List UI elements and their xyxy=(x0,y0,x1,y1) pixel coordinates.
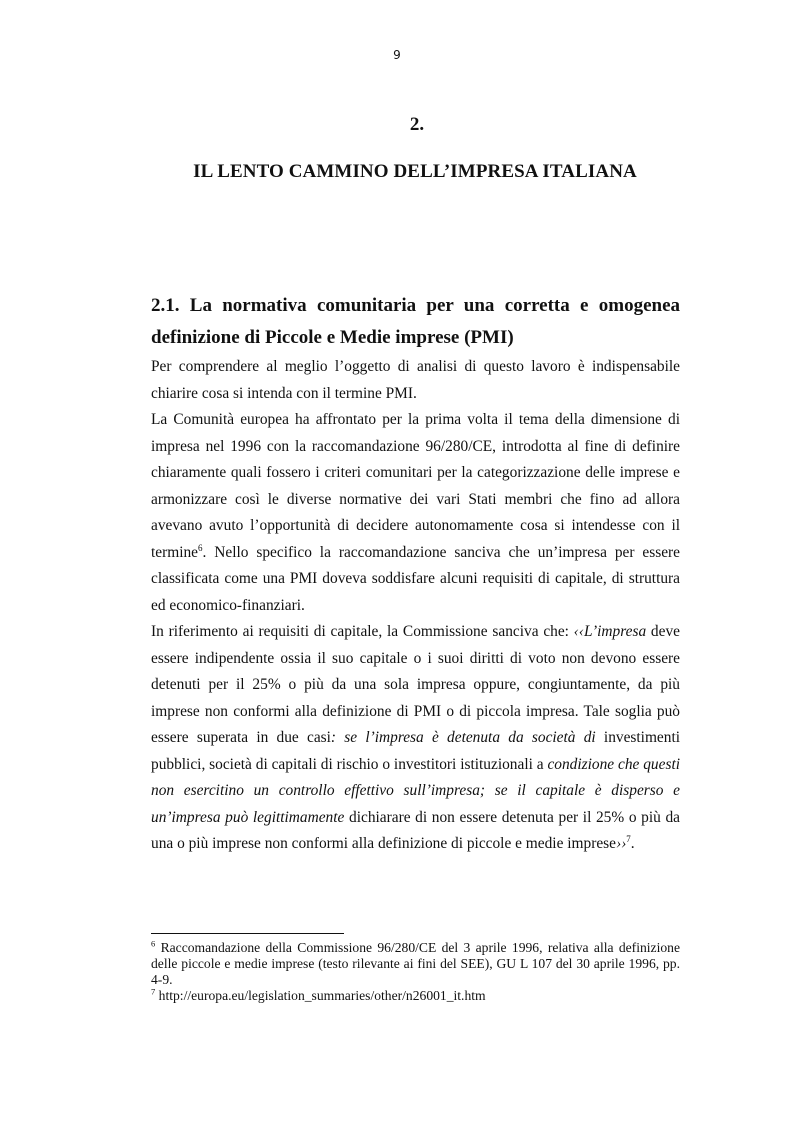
footnotes xyxy=(151,940,680,1004)
footnote-number: 6 xyxy=(151,938,156,949)
section-heading: 2.1. La normativa comunitaria per una corretta e omogenea definizione di Piccole e Medie imprese (PMI) xyxy=(151,295,680,348)
quote-italic-3: condizione che questi non esercitino un controllo effettivo sull’impresa; se il capitale è disperso e un’impresa può legittimamente xyxy=(151,755,680,826)
footnote-text: Raccomandazione della Commissione 96/280/CE del 3 aprile 1996, relativa alla definizione delle piccole e medie imprese (testo rilevante ai fini del SEE), GU L 107 del 30 aprile 1996, pp. 4-9. xyxy=(151,940,680,987)
paragraph-1: Per comprendere al meglio l’oggetto di analisi di questo lavoro è indispensabile chiarire cosa si intenda con il termine PMI. xyxy=(151,358,680,402)
paragraph-2 xyxy=(151,407,680,619)
quote-close: ›› xyxy=(615,835,627,852)
footnote-ref-6[interactable]: 6 xyxy=(198,542,203,553)
quote-text-1: deve essere indipendente ossia il suo capitale o i suoi diritti di voto non devono essere detenuti per il 25% o più da una sola impresa oppure, congiuntamente, da più imprese non conformi alla definizione di PMI o di piccola impresa. Tale soglia può essere superata in due casi xyxy=(151,623,680,746)
page-number: 9 xyxy=(393,48,401,62)
body-text xyxy=(151,354,680,858)
quote-italic-1: ‹‹L’impresa xyxy=(573,623,647,640)
footnote-6 xyxy=(151,940,680,988)
quote-text-3: dichiarare di non essere detenuta per il 25% o più da una o più imprese non conformi alla definizione di piccole e medie imprese xyxy=(151,808,680,852)
chapter-number: 2. xyxy=(409,114,425,135)
paragraph-2-text-a: La Comunità europea ha affrontato per la prima volta il tema della dimensione di impresa nel 1996 con la raccomandazione 96/280/CE, introdotta al fine di definire chiaramente quali fossero i criteri comunitari per la categorizzazione delle imprese e armonizzare così le diverse normative dei vari Stati membri che fino ad allora avevano avuto l’opportunità di decidere autonomamente cosa si intendesse con il termine xyxy=(151,411,680,561)
footnote-separator xyxy=(151,933,344,934)
paragraph-3-end: . xyxy=(630,835,635,852)
chapter-title: IL LENTO CAMMINO DELL’IMPRESA ITALIANA xyxy=(193,161,637,182)
paragraph-3-intro: In riferimento ai requisiti di capitale, la Commissione sanciva che: xyxy=(151,623,574,640)
paragraph-3 xyxy=(151,619,680,858)
footnote-number: 7 xyxy=(151,986,156,997)
quote-text-2: investimenti pubblici, società di capitali di rischio o investitori istituzionali a xyxy=(151,729,681,773)
quote-italic-2: : se l’impresa è detenuta da società di xyxy=(330,729,596,746)
paragraph-2-text-b: . Nello specifico la raccomandazione sanciva che un’impresa per essere classificata come una PMI doveva soddisfare alcuni requisiti di capitale, di struttura ed economico-finanziari. xyxy=(151,543,680,614)
footnote-ref-7[interactable]: 7 xyxy=(626,833,631,844)
footnote-7 xyxy=(151,988,680,1004)
footnote-link[interactable]: http://europa.eu/legislation_summaries/other/n26001_it.htm xyxy=(155,988,486,1003)
